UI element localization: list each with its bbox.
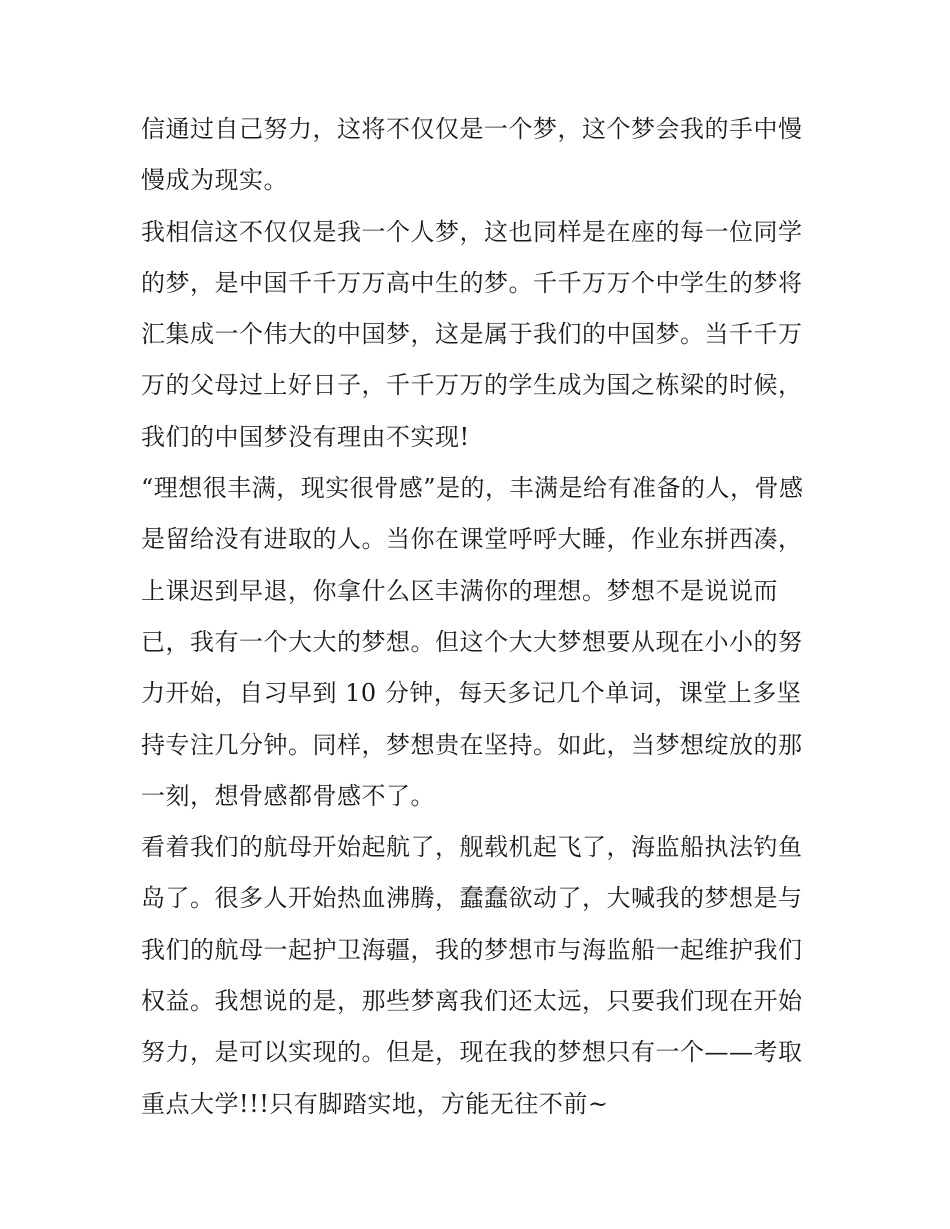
text-line: “理想很丰满，现实很骨感”是的，丰满是给有准备的人，骨感 bbox=[141, 474, 804, 503]
text-line: 权益。我想说的是，那些梦离我们还太远，只要我们现在开始 bbox=[141, 987, 803, 1016]
text-line: 我们的中国梦没有理由不实现! bbox=[141, 422, 470, 451]
text-line: 持专注几分钟。同样，梦想贵在坚持。如此，当梦想绽放的那 bbox=[141, 730, 803, 759]
text-line: 力开始，自习早到 10 分钟，每天多记几个单词，课堂上多坚 bbox=[141, 679, 802, 708]
text-line: 万的父母过上好日子，千千万万的学生成为国之栋梁的时候， bbox=[141, 371, 803, 400]
text-line: 信通过自己努力，这将不仅仅是一个梦，这个梦会我的手中慢 bbox=[141, 115, 803, 143]
text-line: 我相信这不仅仅是我一个人梦，这也同样是在座的每一位同学 bbox=[141, 217, 803, 246]
text-line: 努力，是可以实现的。但是，现在我的梦想只有一个——考取 bbox=[141, 1038, 803, 1067]
text-line: 是留给没有进取的人。当你在课堂呼呼大睡，作业东拼西凑， bbox=[141, 525, 803, 554]
text-line: 汇集成一个伟大的中国梦，这是属于我们的中国梦。当千千万 bbox=[141, 320, 803, 349]
text-line: 我们的航母一起护卫海疆，我的梦想市与海监船一起维护我们 bbox=[141, 935, 803, 964]
text-line: 重点大学!!!只有脚踏实地，方能无往不前~ bbox=[141, 1089, 609, 1118]
text-line: 的梦，是中国千千万万高中生的梦。千千万万个中学生的梦将 bbox=[141, 268, 803, 297]
text-line: 已，我有一个大大的梦想。但这个大大梦想要从现在小小的努 bbox=[141, 627, 803, 656]
text-line: 岛了。很多人开始热血沸腾，蠢蠢欲动了，大喊我的梦想是与 bbox=[141, 884, 803, 913]
text-line: 慢成为现实。 bbox=[141, 166, 288, 195]
document-body bbox=[141, 104, 821, 1130]
text-line: 看着我们的航母开始起航了，舰载机起飞了，海监船执法钓鱼 bbox=[141, 833, 803, 862]
text-line: 一刻，想骨感都骨感不了。 bbox=[141, 781, 435, 810]
text-line: 上课迟到早退，你拿什么区丰满你的理想。梦想不是说说而 bbox=[141, 576, 778, 605]
